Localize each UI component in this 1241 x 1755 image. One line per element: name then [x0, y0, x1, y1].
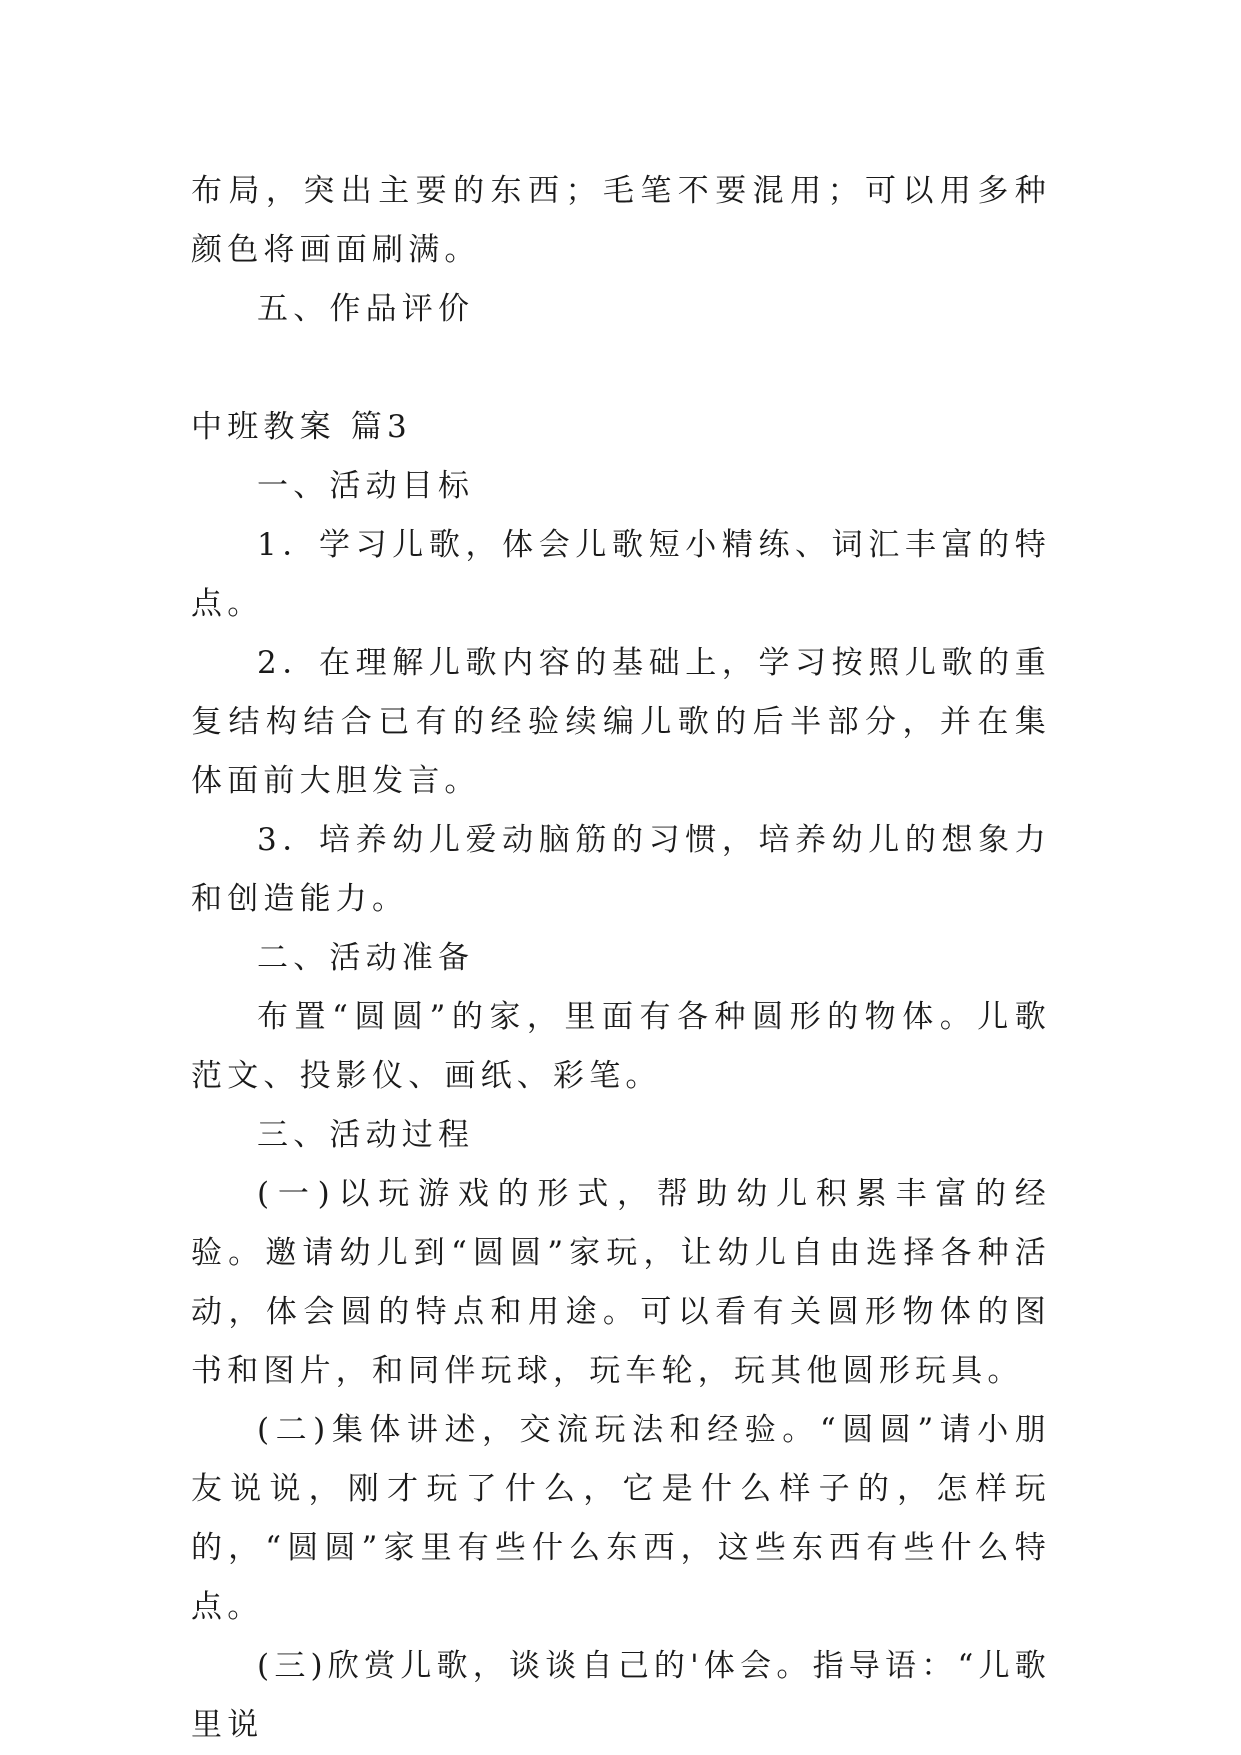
- goal-item-3: 3．培养幼儿爱动脑筋的习惯，培养幼儿的想象力和创造能力。: [191, 822, 1051, 917]
- blank-line: [191, 339, 1051, 398]
- heading-activity-goals: 一、活动目标: [257, 468, 475, 504]
- heading-activity-process: 三、活动过程: [257, 1117, 475, 1153]
- goal-item-2: 2．在理解儿歌内容的基础上，学习按照儿歌的重复结构结合已有的经验续编儿歌的后半部分，并在集体面前大胆发言。: [191, 645, 1051, 799]
- section-title: 中班教案 篇3: [191, 409, 412, 445]
- process-step-1: (一)以玩游戏的形式，帮助幼儿积累丰富的经验。邀请幼儿到“圆圆”家玩，让幼儿自由选择各种活动，体会圆的特点和用途。可以看有关圆形物体的图书和图片，和同伴玩球，玩车轮，玩其他圆形玩具。: [191, 1176, 1051, 1389]
- preparation-text: 布置“圆圆”的家，里面有各种圆形的物体。儿歌范文、投影仪、画纸、彩笔。: [191, 999, 1051, 1094]
- paragraph-layout-note: 布局，突出主要的东西；毛笔不要混用；可以用多种颜色将画面刷满。: [191, 173, 1051, 268]
- heading-work-evaluation: 五、作品评价: [257, 291, 475, 327]
- process-step-2: (二)集体讲述，交流玩法和经验。“圆圆”请小朋友说说，刚才玩了什么，它是什么样子的，怎样玩的，“圆圆”家里有些什么东西，这些东西有些什么特点。: [191, 1412, 1051, 1625]
- heading-activity-preparation: 二、活动准备: [257, 940, 475, 976]
- document-page: [191, 162, 1051, 1755]
- process-step-3: (三)欣赏儿歌，谈谈自己的'体会。指导语：“儿歌里说: [191, 1648, 1051, 1743]
- goal-item-1: 1．学习儿歌，体会儿歌短小精练、词汇丰富的特点。: [191, 527, 1051, 622]
